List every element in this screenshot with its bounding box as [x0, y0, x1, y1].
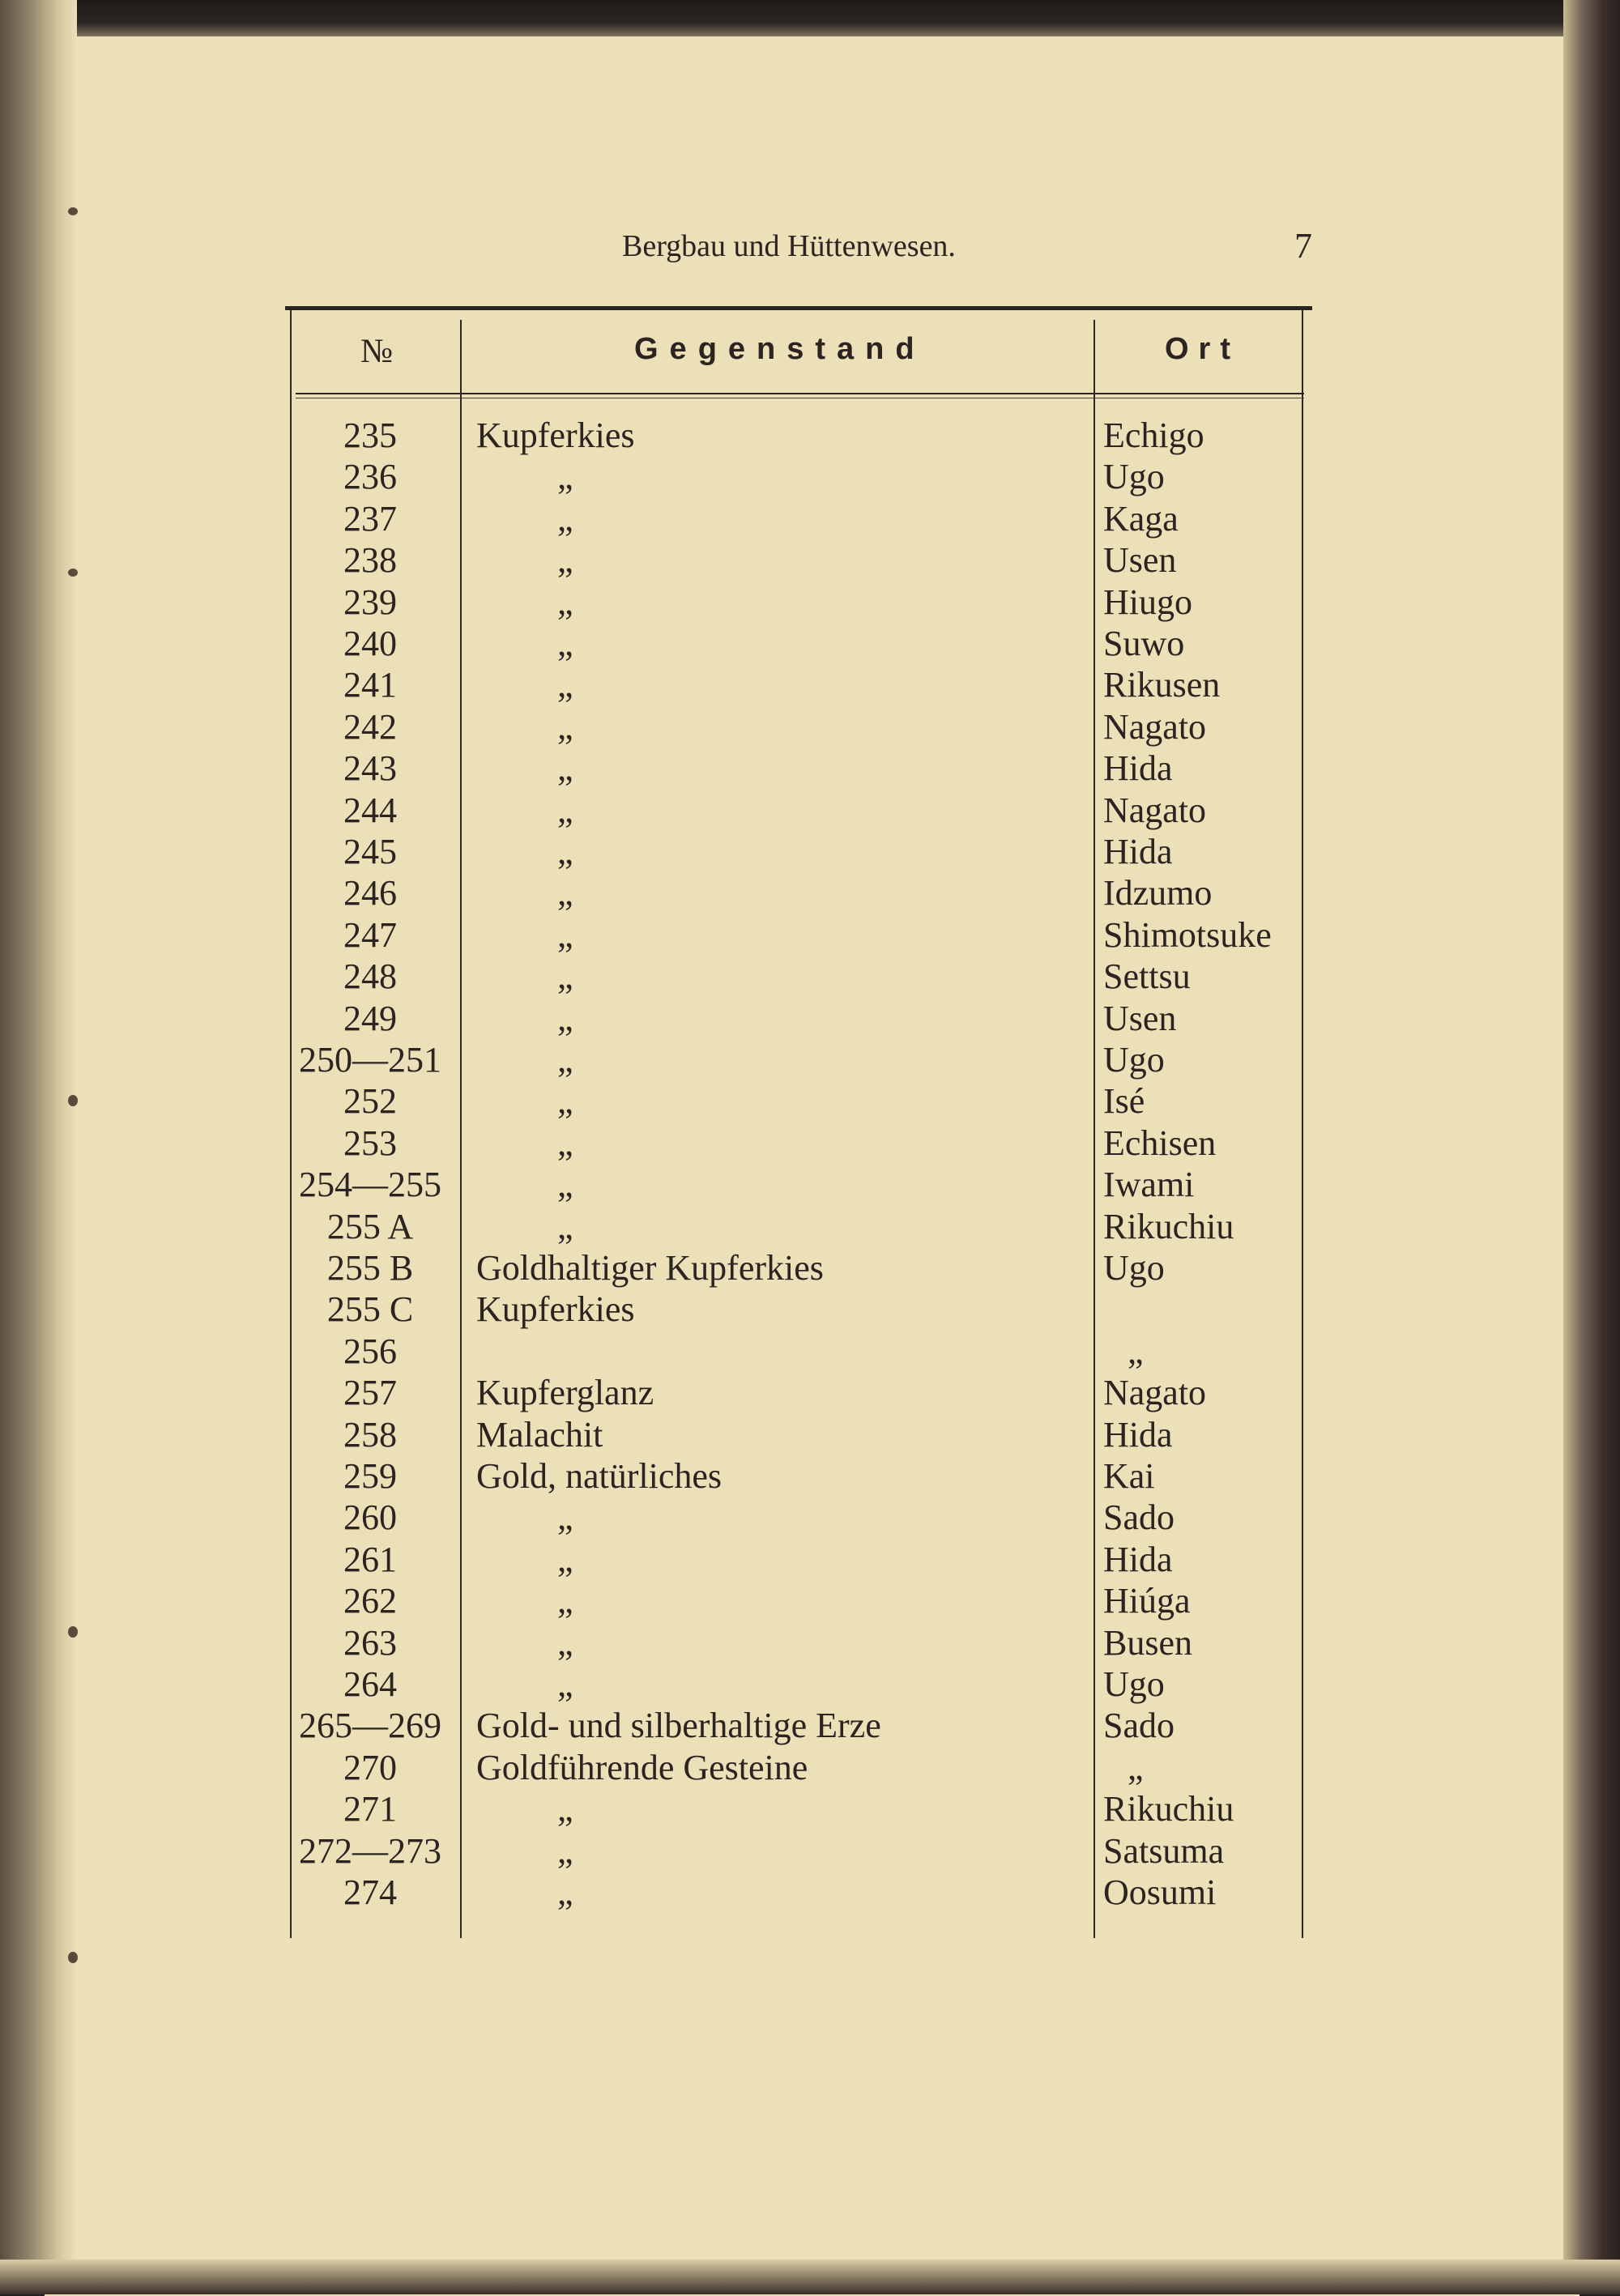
- row-number: 255 C: [326, 1289, 414, 1330]
- row-number: 259: [343, 1456, 397, 1496]
- row-item: „: [557, 1539, 573, 1579]
- binding-hole: [68, 207, 78, 215]
- row-place: Sado: [1103, 1497, 1174, 1538]
- row-item: „: [557, 1581, 573, 1621]
- table-row: [285, 581, 1312, 624]
- row-item: „: [557, 873, 573, 914]
- row-number: 265—269: [299, 1706, 441, 1746]
- row-item: Goldhaltiger Kupferkies: [476, 1248, 824, 1288]
- column-header-number: №: [360, 333, 394, 370]
- row-place: Hida: [1103, 1539, 1173, 1579]
- row-item: „: [557, 998, 573, 1038]
- row-number: 270: [343, 1747, 397, 1787]
- row-number: 264: [343, 1664, 397, 1704]
- running-head: Bergbau und Hüttenwesen.: [622, 229, 956, 263]
- row-item: „: [557, 1830, 573, 1871]
- row-number: 255 B: [326, 1248, 414, 1288]
- binding-hole: [68, 569, 78, 577]
- row-number: 254—255: [299, 1165, 441, 1205]
- row-place: Hida: [1103, 832, 1173, 871]
- row-number: 261: [343, 1539, 397, 1579]
- table-row: [285, 1331, 1312, 1373]
- row-place: Satsuma: [1103, 1830, 1225, 1871]
- row-item: Gold- und silberhaltige Erze: [476, 1706, 881, 1746]
- row-item: „: [557, 1081, 573, 1122]
- row-item: Gold, natürliches: [476, 1456, 723, 1496]
- row-item: „: [557, 1122, 573, 1163]
- table-row: [285, 790, 1312, 832]
- row-number: 262: [343, 1581, 397, 1621]
- row-number: 244: [343, 790, 397, 830]
- row-number: 260: [343, 1497, 397, 1538]
- row-number: 258: [343, 1414, 397, 1455]
- column-header-item: Gegenstand: [634, 332, 926, 366]
- row-item: „: [557, 956, 573, 997]
- row-number: 237: [343, 498, 397, 539]
- row-number: 248: [343, 956, 397, 997]
- row-place: Rikusen: [1103, 665, 1221, 705]
- row-place: Rikuchiu: [1103, 1206, 1234, 1246]
- table-row: [285, 456, 1312, 498]
- row-place: Nagato: [1103, 706, 1207, 747]
- row-number: 272—273: [299, 1830, 441, 1871]
- row-item: „: [557, 1206, 573, 1246]
- row-item: Kupferkies: [476, 1289, 635, 1330]
- row-place: Busen: [1103, 1622, 1192, 1663]
- row-number: 257: [343, 1373, 397, 1413]
- row-place: Kaga: [1103, 498, 1179, 539]
- row-place: Ugo: [1103, 457, 1165, 497]
- row-place: Ugo: [1103, 1040, 1165, 1080]
- column-header-place: Ort: [1165, 332, 1240, 366]
- row-item: Kupferglanz: [476, 1373, 654, 1413]
- row-number: 245: [343, 832, 397, 871]
- row-place: „: [1128, 1747, 1144, 1787]
- row-number: 255 A: [326, 1206, 414, 1246]
- page-number: 7: [1294, 226, 1312, 266]
- table-row: [285, 1663, 1312, 1706]
- table-row: [285, 1455, 1312, 1497]
- row-place: Kai: [1103, 1456, 1155, 1496]
- row-place: Isé: [1103, 1081, 1145, 1122]
- row-number: 236: [343, 457, 397, 497]
- row-item: „: [557, 832, 573, 871]
- header-rule: [296, 393, 1304, 394]
- row-place: Hida: [1103, 748, 1173, 789]
- row-number: 247: [343, 914, 397, 955]
- row-place: Echigo: [1103, 415, 1204, 455]
- row-number: 249: [343, 998, 397, 1038]
- table-row: [285, 1039, 1312, 1081]
- row-place: Shimotsuke: [1103, 914, 1272, 955]
- row-item: „: [557, 1497, 573, 1538]
- row-place: Nagato: [1103, 790, 1207, 830]
- table-row: [285, 1705, 1312, 1747]
- book-top-edge: [0, 0, 1620, 39]
- table-row: [285, 498, 1312, 540]
- binding-hole: [68, 1626, 78, 1638]
- table-row: [285, 1830, 1312, 1872]
- row-item: „: [557, 706, 573, 747]
- row-item: „: [557, 748, 573, 789]
- table-row: [285, 872, 1312, 914]
- row-item: „: [557, 1040, 573, 1080]
- row-place: Iwami: [1103, 1165, 1195, 1205]
- row-item: „: [557, 540, 573, 581]
- table-top-rule: [285, 306, 1312, 310]
- book-right-edge: [1563, 0, 1620, 2294]
- table-row: [285, 1539, 1312, 1581]
- row-number: 241: [343, 665, 397, 705]
- row-number: 246: [343, 873, 397, 914]
- table-row: [285, 998, 1312, 1040]
- table-row: [285, 1080, 1312, 1122]
- table-row: [285, 1372, 1312, 1414]
- table-row: [285, 539, 1312, 581]
- row-item: „: [557, 914, 573, 955]
- row-number: 271: [343, 1789, 397, 1830]
- row-item: „: [557, 457, 573, 497]
- row-item: „: [557, 1789, 573, 1830]
- table-row: [285, 831, 1312, 873]
- table-row: [285, 1622, 1312, 1664]
- row-item: „: [557, 790, 573, 830]
- row-place: Ugo: [1103, 1664, 1165, 1704]
- row-place: Suwo: [1103, 624, 1185, 663]
- row-number: 242: [343, 706, 397, 747]
- row-place: „: [1128, 1331, 1144, 1371]
- table-row: [285, 1414, 1312, 1456]
- row-item: „: [557, 1622, 573, 1663]
- table-row: [285, 1788, 1312, 1830]
- table-row: [285, 706, 1312, 748]
- book-bottom-edge: [0, 2260, 1620, 2294]
- row-number: 263: [343, 1622, 397, 1663]
- row-place: Hiugo: [1103, 581, 1192, 622]
- table-row: [285, 748, 1312, 790]
- table-row: [285, 1122, 1312, 1165]
- table-row: [285, 415, 1312, 457]
- binding-hole: [68, 1095, 78, 1106]
- row-place: Oosumi: [1103, 1872, 1217, 1912]
- table-row: [285, 1580, 1312, 1622]
- row-number: 240: [343, 624, 397, 663]
- row-item: Goldführende Gesteine: [476, 1747, 808, 1787]
- row-place: Sado: [1103, 1706, 1174, 1746]
- binding-hole: [68, 1952, 78, 1963]
- row-item: „: [557, 1664, 573, 1704]
- row-item: „: [557, 1872, 573, 1912]
- row-place: Echisen: [1103, 1122, 1217, 1163]
- row-item: „: [557, 581, 573, 622]
- row-item: „: [557, 498, 573, 539]
- row-item: „: [557, 624, 573, 663]
- row-place: Idzumo: [1103, 873, 1213, 914]
- row-place: Usen: [1103, 540, 1177, 581]
- table-row: [285, 1247, 1312, 1289]
- book-spine: [0, 0, 77, 2294]
- row-number: 235: [343, 415, 397, 455]
- table-row: [285, 1747, 1312, 1789]
- table-row: [285, 664, 1312, 706]
- row-number: 243: [343, 748, 397, 789]
- table-row: [285, 1164, 1312, 1206]
- row-place: Hiúga: [1103, 1581, 1191, 1621]
- row-place: Hida: [1103, 1414, 1173, 1455]
- row-item: Malachit: [476, 1414, 603, 1455]
- table-row: [285, 1289, 1312, 1331]
- table-row: [285, 914, 1312, 956]
- row-number: 256: [343, 1331, 397, 1371]
- table-row: [285, 1497, 1312, 1539]
- table-row: [285, 623, 1312, 665]
- table-row: [285, 1872, 1312, 1914]
- row-number: 238: [343, 540, 397, 581]
- row-item: Kupferkies: [476, 415, 635, 455]
- row-place: Nagato: [1103, 1373, 1207, 1413]
- row-place: Rikuchiu: [1103, 1789, 1234, 1830]
- row-number: 252: [343, 1081, 397, 1122]
- row-place: Settsu: [1103, 956, 1191, 997]
- row-place: Usen: [1103, 998, 1177, 1038]
- row-number: 274: [343, 1872, 397, 1912]
- row-item: „: [557, 665, 573, 705]
- row-item: „: [557, 1165, 573, 1205]
- table-row: [285, 956, 1312, 998]
- row-number: 239: [343, 581, 397, 622]
- table-row: [285, 1206, 1312, 1248]
- row-number: 253: [343, 1122, 397, 1163]
- row-place: Ugo: [1103, 1248, 1165, 1288]
- row-number: 250—251: [299, 1040, 441, 1080]
